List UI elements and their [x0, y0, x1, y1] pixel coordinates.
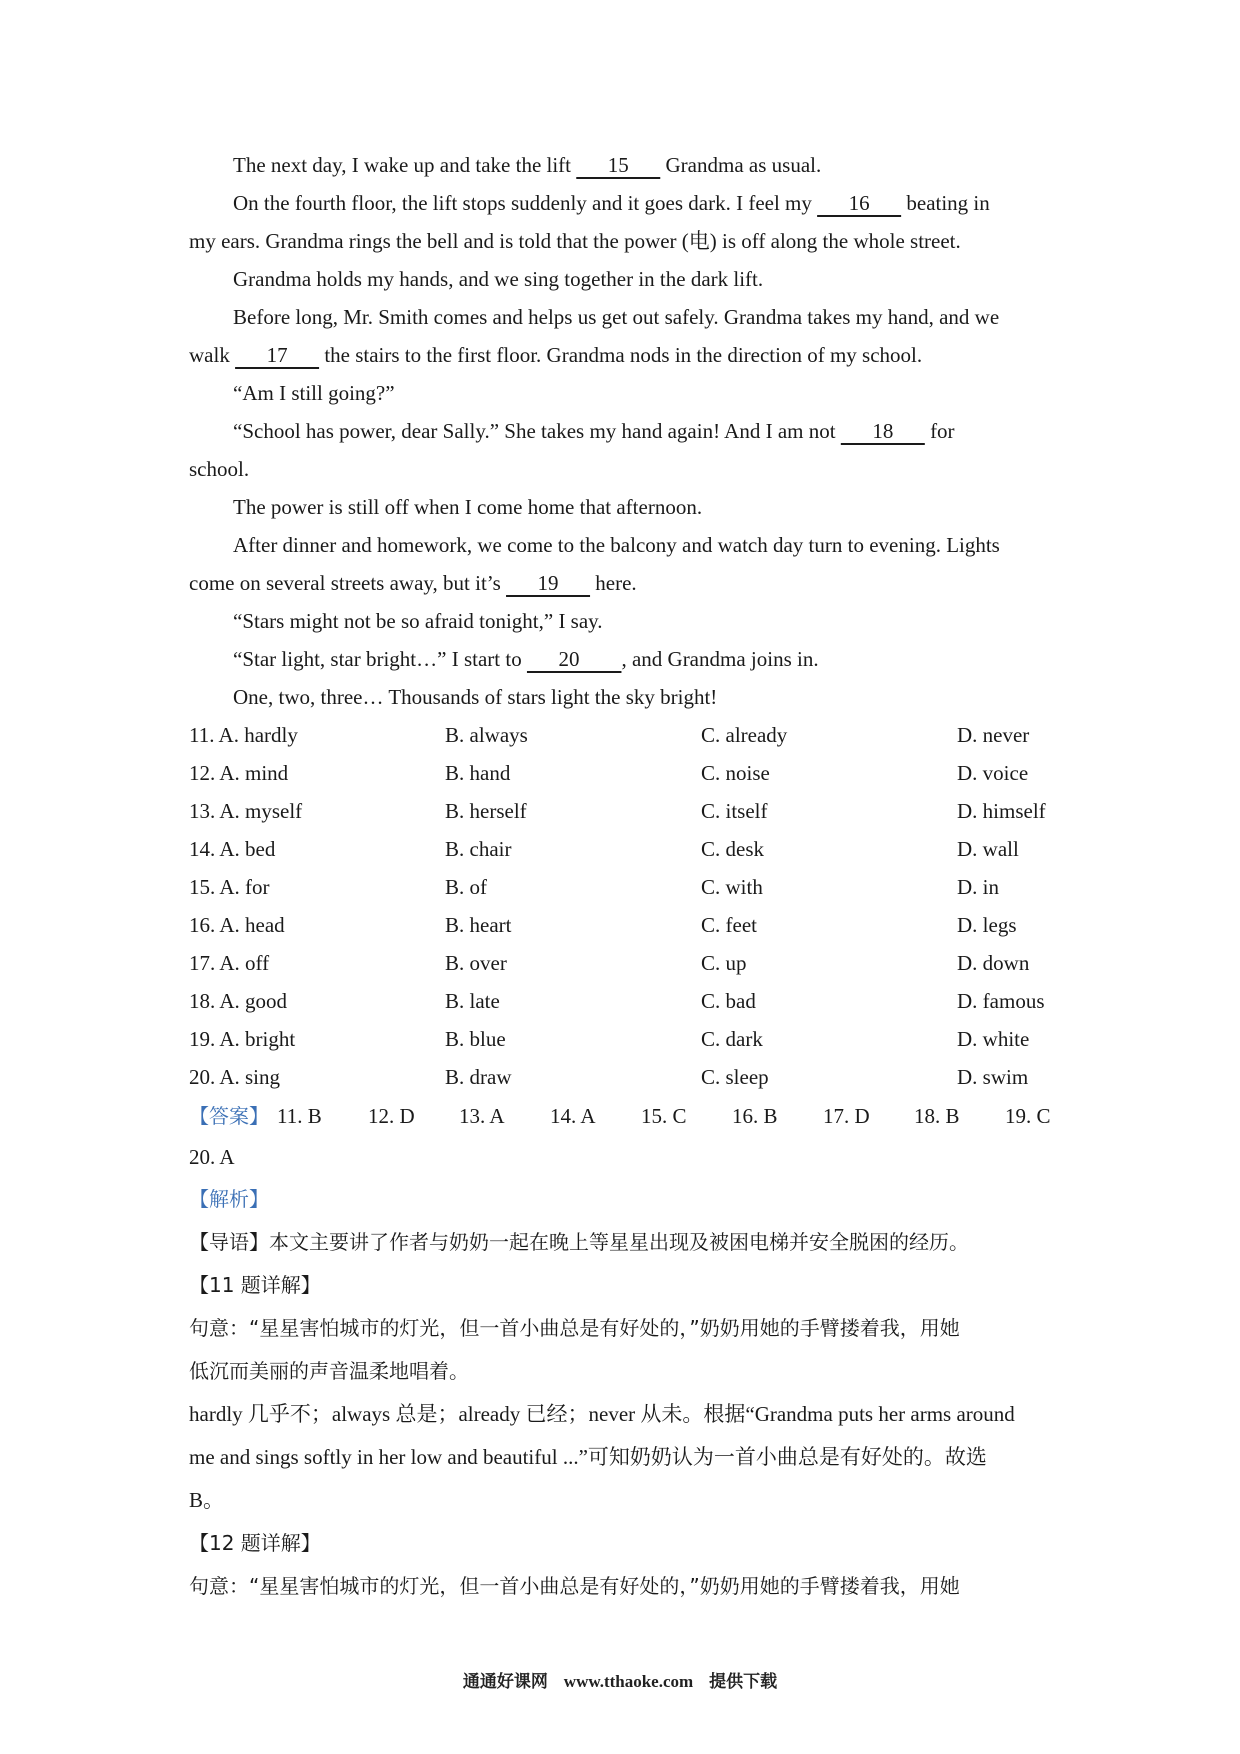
option-row — [189, 906, 1062, 944]
q11-explanation: me and sings softly in her low and beautiful ...”可知奶奶认为一首小曲总是有好处的。故选 — [189, 1445, 987, 1469]
q11-explanation: B。 — [189, 1488, 225, 1512]
option-c: C. noise — [701, 761, 770, 785]
option-d: D. in — [957, 875, 999, 899]
option-b: B. blue — [445, 1027, 506, 1051]
option-row — [189, 1020, 1062, 1058]
option-row — [189, 830, 1062, 868]
answer-item: 20. A — [189, 1145, 235, 1169]
blank-19: 19 — [506, 571, 591, 595]
blank-17: 17 — [235, 343, 320, 367]
option-c: C. bad — [701, 989, 756, 1013]
answer-item: 14. A — [550, 1104, 596, 1128]
option-a: 17. A. off — [189, 951, 270, 975]
passage-line: come on several streets away, but it’s 19 here. — [189, 571, 637, 595]
option-d: D. swim — [957, 1065, 1029, 1089]
option-c: C. dark — [701, 1027, 763, 1051]
answer-item: 16. B — [732, 1104, 778, 1128]
option-b: B. of — [445, 875, 487, 899]
option-d: D. never — [957, 723, 1030, 747]
option-row — [189, 716, 1062, 754]
passage-line: “Am I still going?” — [233, 381, 395, 405]
analysis-intro: 【导语】本文主要讲了作者与奶奶一起在晚上等星星出现及被困电梯并安全脱困的经历。 — [189, 1230, 969, 1254]
passage-line: school. — [189, 457, 250, 481]
option-c: C. already — [701, 723, 788, 747]
option-a: 15. A. for — [189, 875, 270, 899]
passage-line: Before long, Mr. Smith comes and helps us get out safely. Grandma takes my hand, and we — [233, 305, 1000, 329]
option-b: B. over — [445, 951, 507, 975]
footer-url: www.tthaoke.com — [563, 1672, 694, 1691]
option-b: B. hand — [445, 761, 511, 785]
answer-item: 17. D — [823, 1104, 870, 1128]
option-c: C. up — [701, 951, 747, 975]
option-b: B. heart — [445, 913, 512, 937]
answer-item: 13. A — [459, 1104, 505, 1128]
option-a: 20. A. sing — [189, 1065, 281, 1089]
option-row — [189, 868, 1062, 906]
option-d: D. down — [957, 951, 1030, 975]
blank-18: 18 — [840, 419, 925, 443]
passage-line: “Stars might not be so afraid tonight,” I say. — [233, 609, 603, 633]
passage-line: One, two, three… Thousands of stars light the sky bright! — [233, 685, 718, 709]
option-b: B. chair — [445, 837, 512, 861]
options-list — [189, 716, 1062, 1096]
option-c: C. feet — [701, 913, 757, 937]
passage-line: my ears. Grandma rings the bell and is told that the power (电) is off along the whole street. — [189, 229, 961, 253]
option-row — [189, 944, 1062, 982]
answer-row — [189, 1137, 1062, 1178]
q11-explanation: hardly 几乎不；always 总是；already 已经；never 从未。根据“Grandma puts her arms around — [189, 1402, 1015, 1426]
option-row — [189, 792, 1062, 830]
footer-site-name: 通通好课网 — [462, 1672, 548, 1692]
option-d: D. famous — [957, 989, 1045, 1013]
option-d: D. white — [957, 1027, 1030, 1051]
q11-title: 【11 题详解】 — [189, 1273, 321, 1297]
option-row — [189, 1058, 1062, 1096]
option-b: B. late — [445, 989, 500, 1013]
passage-line: The power is still off when I come home that afternoon. — [233, 495, 703, 519]
answer-item: 18. B — [914, 1104, 960, 1128]
option-row — [189, 754, 1062, 792]
answer-item: 15. C — [641, 1104, 687, 1128]
option-d: D. wall — [957, 837, 1019, 861]
option-c: C. desk — [701, 837, 764, 861]
option-a: 12. A. mind — [189, 761, 289, 785]
option-a: 18. A. good — [189, 989, 288, 1013]
option-a: 11. A. hardly — [189, 723, 298, 747]
passage-line: The next day, I wake up and take the lift 15 Grandma as usual. — [233, 153, 822, 177]
answer-item: 12. D — [368, 1104, 415, 1128]
option-c: C. with — [701, 875, 763, 899]
option-d: D. legs — [957, 913, 1017, 937]
option-b: B. draw — [445, 1065, 512, 1089]
blank-16: 16 — [817, 191, 902, 215]
q12-title: 【12 题详解】 — [189, 1531, 321, 1555]
option-a: 16. A. head — [189, 913, 285, 937]
option-d: D. voice — [957, 761, 1029, 785]
passage-line: Grandma holds my hands, and we sing together in the dark lift. — [233, 267, 764, 291]
option-a: 14. A. bed — [189, 837, 276, 861]
document-content — [189, 146, 1062, 1608]
option-a: 13. A. myself — [189, 799, 303, 823]
analysis-tag: 【解析】 — [189, 1187, 269, 1211]
passage-line: After dinner and homework, we come to the balcony and watch day turn to evening. Lights — [233, 533, 1000, 557]
footer-download-note: 提供下载 — [709, 1672, 778, 1692]
blank-20: 20 — [526, 647, 622, 671]
page-footer — [0, 1667, 1240, 1692]
option-c: C. sleep — [701, 1065, 769, 1089]
option-d: D. himself — [957, 799, 1046, 823]
option-a: 19. A. bright — [189, 1027, 296, 1051]
answer-row — [189, 1096, 1062, 1137]
q11-meaning: 句意：“星星害怕城市的灯光，但一首小曲总是有好处的，”奶奶用她的手臂搂着我，用她 — [189, 1316, 960, 1340]
answer-item: 11. B — [277, 1104, 322, 1128]
answer-tag: 【答案】 — [189, 1104, 269, 1128]
option-row — [189, 982, 1062, 1020]
blank-15: 15 — [576, 153, 661, 177]
q12-meaning: 句意：“星星害怕城市的灯光，但一首小曲总是有好处的，”奶奶用她的手臂搂着我，用她 — [189, 1574, 960, 1598]
q11-meaning: 低沉而美丽的声音温柔地唱着。 — [189, 1359, 469, 1383]
passage-line: On the fourth floor, the lift stops suddenly and it goes dark. I feel my 16 beating in — [233, 191, 990, 215]
answer-item: 19. C — [1005, 1104, 1051, 1128]
passage-line: walk 17 the stairs to the first floor. Grandma nods in the direction of my school. — [189, 343, 923, 367]
option-b: B. always — [445, 723, 528, 747]
option-c: C. itself — [701, 799, 768, 823]
passage-line: “School has power, dear Sally.” She takes my hand again! And I am not 18 for — [233, 419, 955, 443]
option-b: B. herself — [445, 799, 527, 823]
passage-line: “Star light, star bright…” I start to 20 , and Grandma joins in. — [233, 647, 819, 671]
